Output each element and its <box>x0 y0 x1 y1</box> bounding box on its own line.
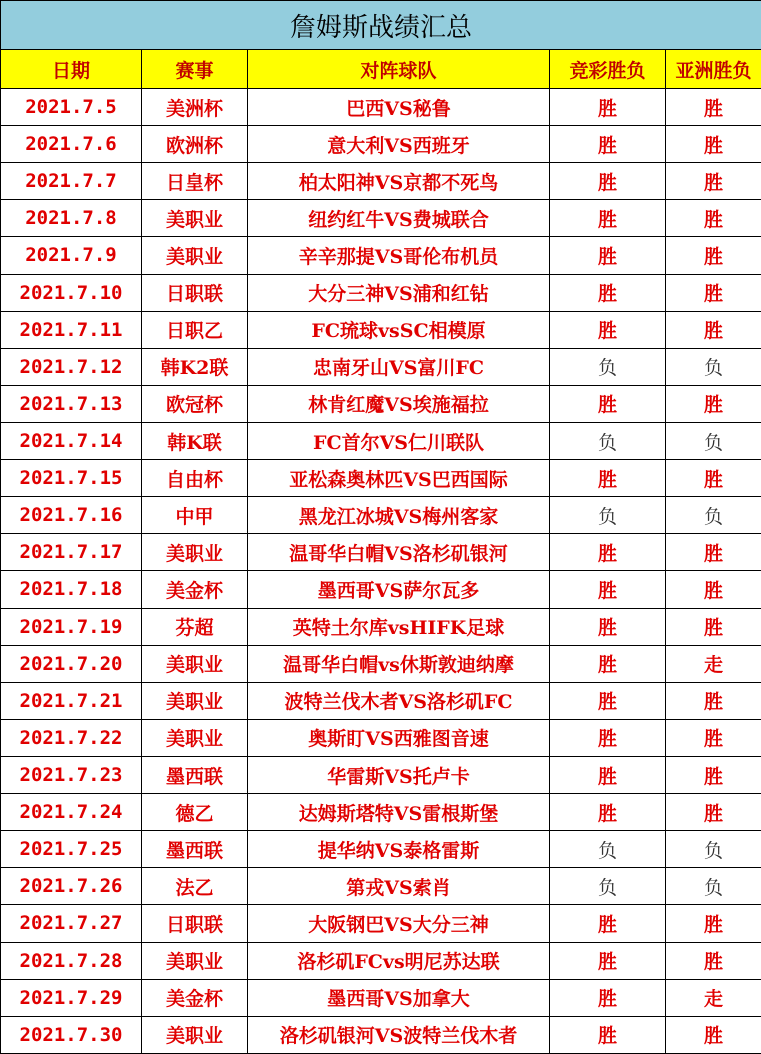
cell-match: 巴西VS秘鲁 <box>248 89 550 126</box>
cell-league: 中甲 <box>142 497 248 534</box>
cell-league: 德乙 <box>142 794 248 831</box>
cell-asia-result: 负 <box>666 348 761 385</box>
cell-date: 2021.7.9 <box>1 237 142 274</box>
cell-asia-result: 走 <box>666 979 761 1016</box>
cell-league: 美金杯 <box>142 979 248 1016</box>
cell-date: 2021.7.19 <box>1 608 142 645</box>
cell-match: 第戎VS索肖 <box>248 868 550 905</box>
cell-date: 2021.7.7 <box>1 163 142 200</box>
cell-jc-result: 胜 <box>550 89 666 126</box>
table-row <box>1 682 761 719</box>
cell-league: 美职业 <box>142 1016 248 1053</box>
cell-league: 日皇杯 <box>142 163 248 200</box>
table-row <box>1 422 761 459</box>
cell-match: 亚松森奥林匹VS巴西国际 <box>248 460 550 497</box>
cell-jc-result: 胜 <box>550 237 666 274</box>
cell-match: 洛杉矶FCvs明尼苏达联 <box>248 942 550 979</box>
cell-league: 美职业 <box>142 237 248 274</box>
cell-jc-result: 胜 <box>550 200 666 237</box>
cell-league: 美职业 <box>142 719 248 756</box>
cell-date: 2021.7.16 <box>1 497 142 534</box>
cell-jc-result: 胜 <box>550 385 666 422</box>
cell-league: 法乙 <box>142 868 248 905</box>
table-row <box>1 497 761 534</box>
table-row <box>1 89 761 126</box>
header-asia-result: 亚洲胜负 <box>666 50 761 89</box>
table-row <box>1 200 761 237</box>
cell-date: 2021.7.8 <box>1 200 142 237</box>
cell-asia-result: 胜 <box>666 571 761 608</box>
cell-asia-result: 胜 <box>666 163 761 200</box>
table-body <box>1 89 761 1054</box>
cell-jc-result: 胜 <box>550 311 666 348</box>
cell-date: 2021.7.25 <box>1 831 142 868</box>
cell-date: 2021.7.22 <box>1 719 142 756</box>
table-row <box>1 126 761 163</box>
cell-jc-result: 胜 <box>550 274 666 311</box>
table-row <box>1 534 761 571</box>
cell-asia-result: 胜 <box>666 385 761 422</box>
cell-match: 意大利VS西班牙 <box>248 126 550 163</box>
table-row <box>1 237 761 274</box>
cell-match: 奥斯盯VS西雅图音速 <box>248 719 550 756</box>
table-row <box>1 460 761 497</box>
table-row <box>1 905 761 942</box>
cell-date: 2021.7.29 <box>1 979 142 1016</box>
cell-league: 韩K联 <box>142 422 248 459</box>
cell-jc-result: 胜 <box>550 1016 666 1053</box>
cell-league: 芬超 <box>142 608 248 645</box>
cell-match: 大阪钢巴VS大分三神 <box>248 905 550 942</box>
cell-asia-result: 胜 <box>666 200 761 237</box>
cell-league: 美职业 <box>142 942 248 979</box>
cell-league: 墨西联 <box>142 831 248 868</box>
cell-jc-result: 胜 <box>550 571 666 608</box>
cell-date: 2021.7.21 <box>1 682 142 719</box>
cell-jc-result: 负 <box>550 348 666 385</box>
cell-jc-result: 负 <box>550 831 666 868</box>
cell-match: 英特土尔库vsHIFK足球 <box>248 608 550 645</box>
cell-league: 墨西联 <box>142 756 248 793</box>
cell-date: 2021.7.6 <box>1 126 142 163</box>
cell-jc-result: 胜 <box>550 534 666 571</box>
cell-asia-result: 胜 <box>666 719 761 756</box>
cell-asia-result: 胜 <box>666 1016 761 1053</box>
cell-league: 欧冠杯 <box>142 385 248 422</box>
header-match: 对阵球队 <box>248 50 550 89</box>
cell-match: 辛辛那提VS哥伦布机员 <box>248 237 550 274</box>
table-row <box>1 385 761 422</box>
header-date: 日期 <box>1 50 142 89</box>
header-row <box>1 50 761 89</box>
table-row <box>1 608 761 645</box>
cell-date: 2021.7.17 <box>1 534 142 571</box>
cell-jc-result: 负 <box>550 868 666 905</box>
cell-asia-result: 负 <box>666 831 761 868</box>
cell-asia-result: 胜 <box>666 89 761 126</box>
table-row <box>1 311 761 348</box>
cell-match: FC琉球vsSC相模原 <box>248 311 550 348</box>
cell-asia-result: 胜 <box>666 237 761 274</box>
cell-league: 自由杯 <box>142 460 248 497</box>
cell-jc-result: 胜 <box>550 942 666 979</box>
cell-league: 美职业 <box>142 534 248 571</box>
cell-match: 洛杉矶银河VS波特兰伐木者 <box>248 1016 550 1053</box>
cell-jc-result: 胜 <box>550 645 666 682</box>
table-row <box>1 163 761 200</box>
cell-jc-result: 胜 <box>550 682 666 719</box>
cell-date: 2021.7.30 <box>1 1016 142 1053</box>
cell-league: 日职联 <box>142 274 248 311</box>
table-row <box>1 794 761 831</box>
cell-jc-result: 胜 <box>550 163 666 200</box>
cell-date: 2021.7.13 <box>1 385 142 422</box>
cell-date: 2021.7.18 <box>1 571 142 608</box>
cell-asia-result: 胜 <box>666 274 761 311</box>
cell-date: 2021.7.23 <box>1 756 142 793</box>
cell-asia-result: 胜 <box>666 311 761 348</box>
cell-asia-result: 胜 <box>666 608 761 645</box>
table-row <box>1 1016 761 1053</box>
cell-asia-result: 胜 <box>666 534 761 571</box>
cell-league: 美职业 <box>142 682 248 719</box>
cell-date: 2021.7.12 <box>1 348 142 385</box>
cell-date: 2021.7.20 <box>1 645 142 682</box>
cell-jc-result: 胜 <box>550 905 666 942</box>
cell-date: 2021.7.14 <box>1 422 142 459</box>
cell-jc-result: 负 <box>550 422 666 459</box>
cell-league: 欧洲杯 <box>142 126 248 163</box>
cell-date: 2021.7.5 <box>1 89 142 126</box>
cell-match: 达姆斯塔特VS雷根斯堡 <box>248 794 550 831</box>
table-row <box>1 571 761 608</box>
cell-asia-result: 走 <box>666 645 761 682</box>
cell-league: 日职联 <box>142 905 248 942</box>
cell-asia-result: 负 <box>666 422 761 459</box>
cell-jc-result: 胜 <box>550 794 666 831</box>
cell-match: 华雷斯VS托卢卡 <box>248 756 550 793</box>
table-row <box>1 274 761 311</box>
cell-match: 温哥华白帽vs休斯敦迪纳摩 <box>248 645 550 682</box>
cell-jc-result: 胜 <box>550 979 666 1016</box>
cell-jc-result: 胜 <box>550 719 666 756</box>
table-title: 詹姆斯战绩汇总 <box>1 1 761 50</box>
cell-league: 日职乙 <box>142 311 248 348</box>
cell-asia-result: 胜 <box>666 794 761 831</box>
cell-date: 2021.7.26 <box>1 868 142 905</box>
cell-jc-result: 胜 <box>550 126 666 163</box>
cell-asia-result: 胜 <box>666 756 761 793</box>
cell-asia-result: 负 <box>666 497 761 534</box>
cell-asia-result: 胜 <box>666 682 761 719</box>
table-row <box>1 645 761 682</box>
cell-asia-result: 胜 <box>666 460 761 497</box>
cell-league: 美金杯 <box>142 571 248 608</box>
cell-jc-result: 胜 <box>550 756 666 793</box>
cell-match: 柏太阳神VS京都不死鸟 <box>248 163 550 200</box>
table-row <box>1 831 761 868</box>
cell-asia-result: 胜 <box>666 942 761 979</box>
table-row <box>1 942 761 979</box>
header-league: 赛事 <box>142 50 248 89</box>
cell-asia-result: 胜 <box>666 126 761 163</box>
cell-match: 波特兰伐木者VS洛杉矶FC <box>248 682 550 719</box>
cell-match: FC首尔VS仁川联队 <box>248 422 550 459</box>
cell-date: 2021.7.24 <box>1 794 142 831</box>
table-row <box>1 756 761 793</box>
cell-jc-result: 胜 <box>550 460 666 497</box>
cell-match: 黑龙江冰城VS梅州客家 <box>248 497 550 534</box>
cell-asia-result: 负 <box>666 868 761 905</box>
cell-match: 墨西哥VS萨尔瓦多 <box>248 571 550 608</box>
header-jc-result: 竞彩胜负 <box>550 50 666 89</box>
cell-league: 美职业 <box>142 645 248 682</box>
cell-match: 忠南牙山VS富川FC <box>248 348 550 385</box>
cell-date: 2021.7.11 <box>1 311 142 348</box>
cell-date: 2021.7.27 <box>1 905 142 942</box>
cell-match: 大分三神VS浦和红钻 <box>248 274 550 311</box>
cell-asia-result: 胜 <box>666 905 761 942</box>
cell-jc-result: 胜 <box>550 608 666 645</box>
title-row <box>1 1 761 50</box>
cell-jc-result: 负 <box>550 497 666 534</box>
table-row <box>1 719 761 756</box>
cell-match: 墨西哥VS加拿大 <box>248 979 550 1016</box>
cell-match: 林肯红魔VS埃施福拉 <box>248 385 550 422</box>
table-row <box>1 979 761 1016</box>
cell-match: 提华纳VS泰格雷斯 <box>248 831 550 868</box>
cell-league: 韩K2联 <box>142 348 248 385</box>
cell-match: 温哥华白帽VS洛杉矶银河 <box>248 534 550 571</box>
cell-date: 2021.7.28 <box>1 942 142 979</box>
cell-date: 2021.7.15 <box>1 460 142 497</box>
cell-match: 纽约红牛VS费城联合 <box>248 200 550 237</box>
table-row <box>1 348 761 385</box>
cell-league: 美职业 <box>142 200 248 237</box>
cell-date: 2021.7.10 <box>1 274 142 311</box>
table-row <box>1 868 761 905</box>
cell-league: 美洲杯 <box>142 89 248 126</box>
